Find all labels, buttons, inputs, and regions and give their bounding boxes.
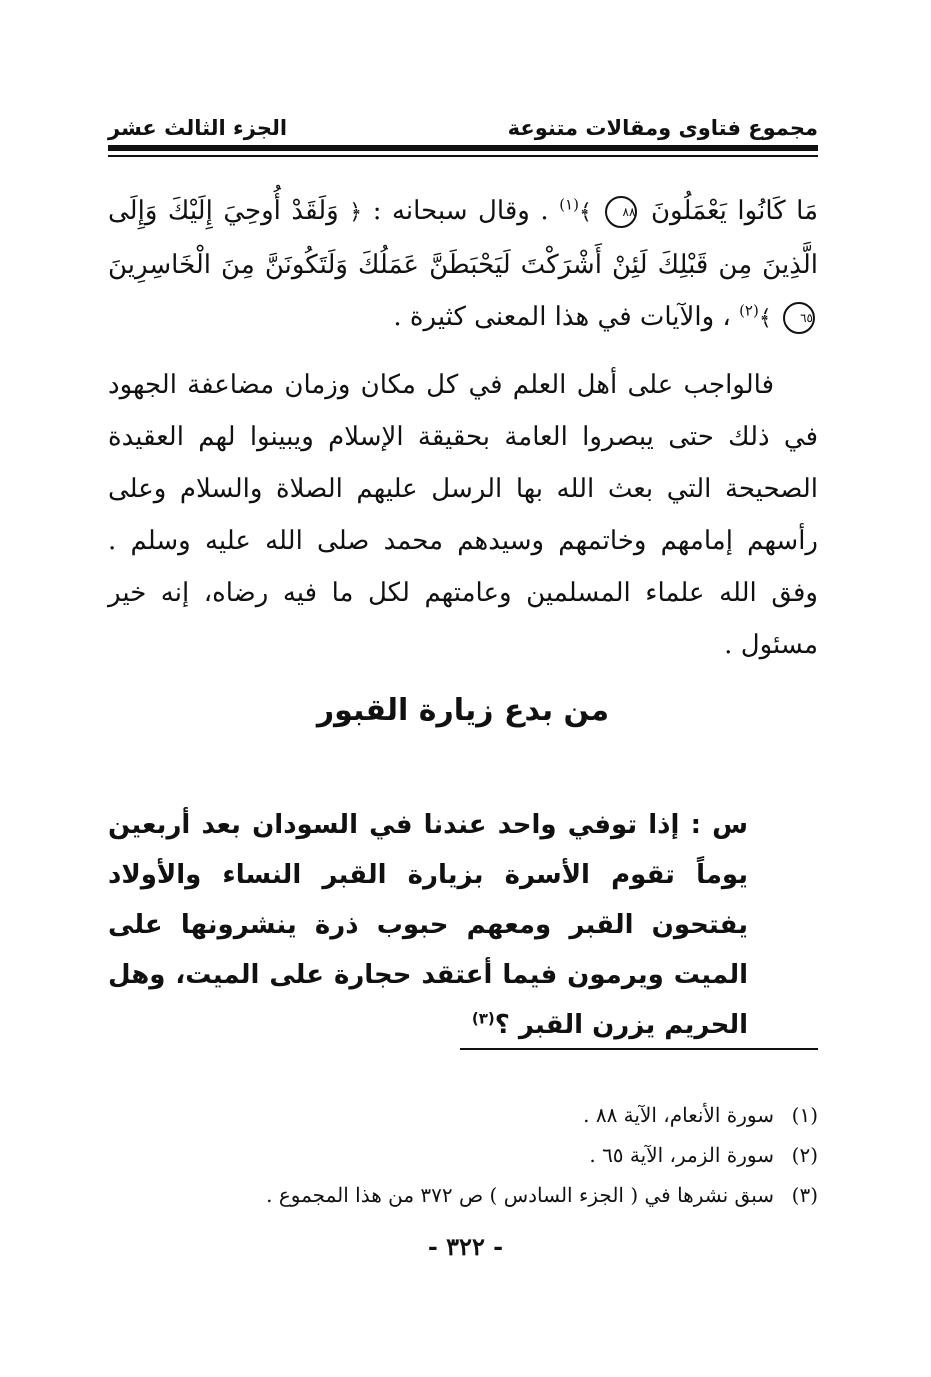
footnote-text: سبق نشرها في ( الجزء السادس ) ص ٣٧٢ من هذا المجموع . [266,1183,774,1207]
verse-open-ornament: ﴿ [349,200,363,225]
footnote-item [108,1135,818,1175]
section-title: من بدع زيارة القبور [316,693,610,728]
ayah-number-b: ٦٥ [783,302,815,334]
paragraph-1-text-a: . وقال سبحانه : [372,196,549,226]
footnote-text: سورة الزمر، الآية ٦٥ . [589,1143,774,1167]
volume-label: الجزء الثالث عشر [108,116,288,140]
header-rule-thick [108,145,818,151]
verse-close-ornament: ﴾ [578,200,592,225]
footnote-number: (٣) [791,1183,818,1207]
header-rule-thin [108,155,818,157]
ayah-number-a: ٨٨ [605,196,637,228]
footnote-ref-2: (٢) [739,301,759,320]
paragraph-1-text-b: ، والآيات في هذا المعنى كثيرة . [393,302,731,332]
footnotes [108,1095,818,1215]
quran-verse-b: وَلَقَدْ أُوحِيَ إِلَيْكَ وَإِلَى الَّذِينَ مِن قَبْلِكَ لَئِنْ أَشْرَكْتَ لَيَحْبَطَنَّ عَمَلُكَ وَلَتَكُونَنَّ مِنَ الْخَاسِرِينَ [108,196,818,280]
verse-close-ornament-b: ﴾ [758,306,772,331]
footnote-item [108,1175,818,1215]
footnote-ref-3: (٣) [471,1009,495,1028]
footnote-number: (١) [791,1103,818,1127]
quran-verse-a: مَا كَانُوا يَعْمَلُونَ [650,196,819,226]
question-text: س : إذا توفي واحد عندنا في السودان بعد أربعين يوماً تقوم الأسرة بزيارة القبر النساء والأولاد يفتحون القبر ومعهم حبوب ذرة ينشرونها على الميت ويرمون فيما أعتقد حجارة على الميت، وهل الحريم يزرن القبر ؟ [108,810,748,1040]
page-number: - ٣٢٢ - [427,1232,504,1261]
paragraph-2: فالواجب على أهل العلم في كل مكان وزمان مضاعفة الجهود في ذلك حتى يبصروا العامة بحقيقة الإسلام ويبينوا لهم العقيدة الصحيحة التي بعث الله بها الرسل عليهم الصلاة والسلام وعلى رأسهم إمامهم وخاتمهم وسيدهم محمد صلى الله عليه وسلم . وفق الله علماء المسلمين وعامتهم لكل ما فيه رضاه، إنه خير مسئول . [108,370,818,660]
footnote-separator [460,1048,818,1050]
footnote-ref-1: (١) [559,195,579,214]
footnote-number: (٢) [791,1143,818,1167]
running-header [108,110,818,140]
question-block [108,800,748,1050]
book-title: مجموع فتاوى ومقالات متنوعة [507,116,818,140]
footnote-text: سورة الأنعام، الآية ٨٨ . [583,1103,774,1127]
footnote-item [108,1095,818,1135]
main-text [108,185,818,671]
paragraph-1 [108,185,818,345]
